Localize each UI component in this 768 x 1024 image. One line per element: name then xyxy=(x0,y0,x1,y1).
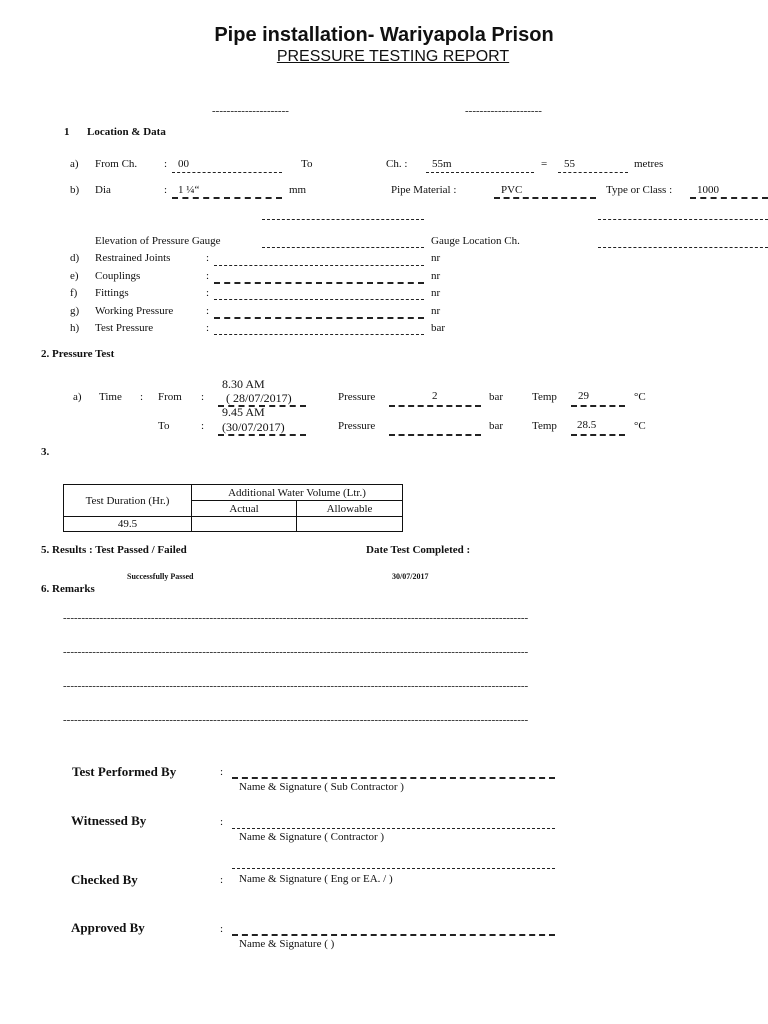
to-date[interactable]: (30/07/2017) xyxy=(222,420,285,434)
dia-colon: : xyxy=(164,184,168,196)
to-date-line xyxy=(218,434,306,436)
blank-top-right: --------------------- xyxy=(465,105,542,117)
from-pressure-label: Pressure xyxy=(338,391,376,403)
to-pressure-line xyxy=(389,434,481,436)
section5-heading: 5. Results : Test Passed / Failed xyxy=(41,544,187,556)
pipe-material-value[interactable]: PVC xyxy=(501,184,523,196)
item-h-label: Test Pressure xyxy=(95,322,154,334)
item-h-colon: : xyxy=(206,322,210,334)
page-title: Pipe installation- Wariyapola Prison xyxy=(214,24,554,46)
type-class-label: Type or Class : xyxy=(606,184,673,196)
from-ch-line xyxy=(172,172,282,173)
dia-value[interactable]: 1 ¼“ xyxy=(178,184,200,196)
item-d-label: Restrained Joints xyxy=(95,252,171,264)
item-f-letter: f) xyxy=(70,287,78,299)
item-d-letter: d) xyxy=(70,252,80,264)
to-bar-label: bar xyxy=(489,420,504,432)
section6-heading: 6. Remarks xyxy=(41,583,95,595)
elevation-line xyxy=(262,247,424,248)
from-temp-value[interactable]: 29 xyxy=(578,390,589,402)
from-pressure-value[interactable]: 2 xyxy=(432,390,438,402)
from-ch-label: From Ch. xyxy=(95,158,138,170)
from-label: From xyxy=(158,391,182,403)
ch-label: Ch. : xyxy=(386,158,408,170)
blank-line-right xyxy=(598,219,768,220)
volume-header: Additional Water Volume (Ltr.) xyxy=(192,485,403,501)
page-subtitle: PRESSURE TESTING REPORT xyxy=(276,48,510,65)
to-temp-unit: °C xyxy=(634,420,646,432)
witnessed-by-caption: Name & Signature ( Contractor ) xyxy=(239,831,385,843)
gauge-location-label: Gauge Location Ch. xyxy=(431,235,520,247)
item-f-colon: : xyxy=(206,287,210,299)
item-g-colon: : xyxy=(206,305,210,317)
item-f-line xyxy=(214,299,424,300)
from-bar-label: bar xyxy=(489,391,504,403)
item-g-letter: g) xyxy=(70,305,80,317)
date-completed-label: Date Test Completed : xyxy=(366,544,471,556)
test-duration-table xyxy=(63,484,403,532)
checked-by-label: Checked By xyxy=(71,872,138,887)
elevation-label: Elevation of Pressure Gauge xyxy=(95,235,221,247)
ch-value[interactable]: 55m xyxy=(432,158,452,170)
duration-header: Test Duration (Hr.) xyxy=(64,485,192,517)
from-temp-unit: °C xyxy=(634,391,646,403)
item-e-line xyxy=(214,282,424,284)
pressure-a-letter: a) xyxy=(73,391,82,403)
from-temp-label: Temp xyxy=(532,391,557,403)
item-g-unit: nr xyxy=(431,305,441,317)
actual-value[interactable] xyxy=(192,517,297,532)
section1-heading: Location & Data xyxy=(87,126,166,138)
from-date[interactable]: ( 28/07/2017) xyxy=(226,391,292,405)
allowable-header: Allowable xyxy=(297,501,403,517)
from-ch-colon: : xyxy=(164,158,168,170)
to-colon: : xyxy=(201,420,205,432)
time-label: Time xyxy=(99,391,122,403)
witnessed-by-label: Witnessed By xyxy=(71,813,147,828)
performed-by-signature-line[interactable] xyxy=(232,777,555,779)
ch-line xyxy=(426,172,534,173)
type-class-value[interactable]: 1000 xyxy=(697,184,719,196)
approved-by-caption: Name & Signature ( ) xyxy=(239,938,335,950)
approved-by-colon: : xyxy=(220,923,224,935)
to-temp-value[interactable]: 28.5 xyxy=(577,419,597,431)
from-colon: : xyxy=(201,391,205,403)
section1-number: 1 xyxy=(64,126,70,138)
item-h-unit: bar xyxy=(431,322,446,334)
item-g-line xyxy=(214,317,424,319)
witnessed-by-signature-line[interactable] xyxy=(232,828,555,829)
blank-top-left: --------------------- xyxy=(212,105,289,117)
to-pressure-label: Pressure xyxy=(338,420,376,432)
row-b-letter: b) xyxy=(70,184,80,196)
result-value[interactable]: Successfully Passed xyxy=(127,572,194,581)
metres-value[interactable]: 55 xyxy=(564,158,575,170)
metres-label: metres xyxy=(634,158,664,170)
pipe-material-line xyxy=(494,197,596,199)
item-d-colon: : xyxy=(206,252,210,264)
dia-label: Dia xyxy=(95,184,111,196)
remarks-line-2[interactable]: ------------------------------------------------------------------------------------------------------------------------------- xyxy=(63,646,529,658)
performed-by-caption: Name & Signature ( Sub Contractor ) xyxy=(239,781,404,793)
remarks-line-4[interactable]: ------------------------------------------------------------------------------------------------------------------------------- xyxy=(63,714,529,726)
from-temp-line xyxy=(571,405,625,407)
actual-header: Actual xyxy=(192,501,297,517)
approved-by-label: Approved By xyxy=(71,920,145,935)
blank-line-left xyxy=(262,219,424,220)
to-time-label: To xyxy=(158,420,170,432)
to-temp-line xyxy=(571,434,625,436)
item-d-line xyxy=(214,265,424,266)
from-ch-value[interactable]: 00 xyxy=(178,158,189,170)
mm-label: mm xyxy=(289,184,307,196)
dia-line xyxy=(172,197,282,199)
from-time[interactable]: 8.30 AM xyxy=(222,377,265,391)
witnessed-by-colon: : xyxy=(220,816,224,828)
item-e-letter: e) xyxy=(70,270,79,282)
performed-by-label: Test Performed By xyxy=(72,764,177,779)
remarks-line-1[interactable]: ------------------------------------------------------------------------------------------------------------------------------- xyxy=(63,612,529,624)
section2-heading: 2. Pressure Test xyxy=(41,348,115,360)
pipe-material-label: Pipe Material : xyxy=(391,184,457,196)
checked-by-signature-line[interactable] xyxy=(232,868,555,869)
type-class-line xyxy=(690,197,768,199)
section3-heading: 3. xyxy=(41,446,50,458)
item-g-label: Working Pressure xyxy=(95,305,174,317)
to-label: To xyxy=(301,158,313,170)
date-completed-value[interactable]: 30/07/2017 xyxy=(392,572,429,581)
row-a-letter: a) xyxy=(70,158,79,170)
metres-line xyxy=(558,172,628,173)
item-h-letter: h) xyxy=(70,322,80,334)
item-h-line xyxy=(214,334,424,335)
allowable-value[interactable] xyxy=(297,517,403,532)
performed-by-colon: : xyxy=(220,766,224,778)
item-d-unit: nr xyxy=(431,252,441,264)
item-f-unit: nr xyxy=(431,287,441,299)
item-f-label: Fittings xyxy=(95,287,129,299)
remarks-line-3[interactable]: ------------------------------------------------------------------------------------------------------------------------------- xyxy=(63,680,529,692)
checked-by-colon: : xyxy=(220,874,224,886)
item-e-unit: nr xyxy=(431,270,441,282)
from-pressure-line xyxy=(389,405,481,407)
checked-by-caption: Name & Signature ( Eng or EA. / ) xyxy=(239,873,393,885)
to-temp-label: Temp xyxy=(532,420,557,432)
approved-by-signature-line[interactable] xyxy=(232,934,555,936)
equals-sign: = xyxy=(541,158,548,170)
item-e-label: Couplings xyxy=(95,270,141,282)
gauge-location-line xyxy=(598,247,768,248)
time-colon: : xyxy=(140,391,144,403)
item-e-colon: : xyxy=(206,270,210,282)
to-time[interactable]: 9.45 AM xyxy=(222,405,265,419)
duration-value[interactable]: 49.5 xyxy=(64,517,192,532)
